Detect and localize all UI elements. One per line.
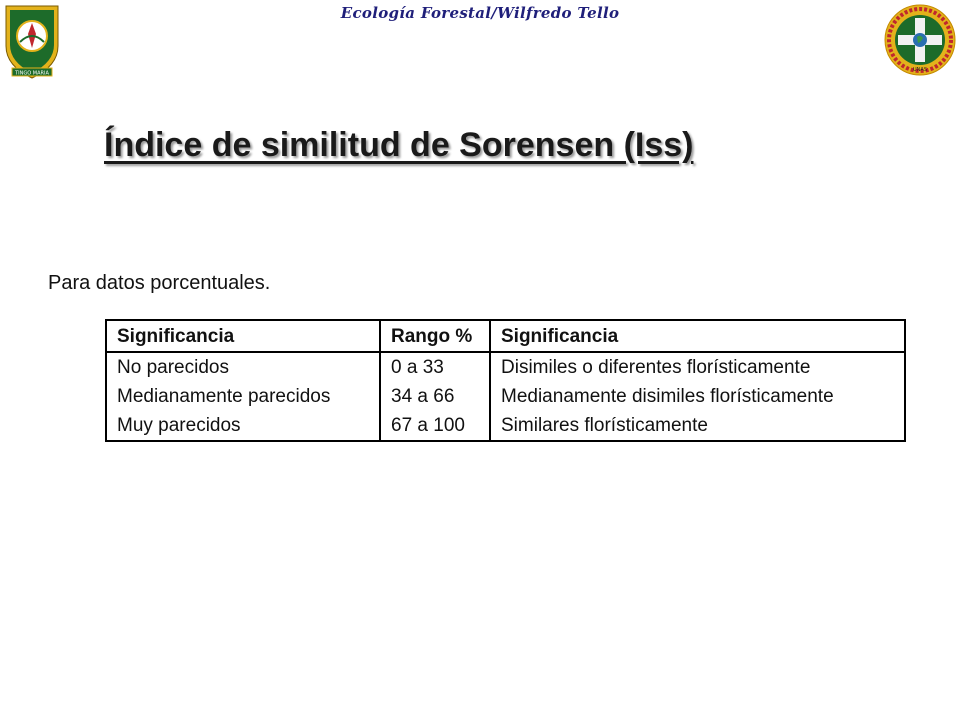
intro-text: Para datos porcentuales. [48,272,271,294]
table-cell: Muy parecidos [106,411,380,441]
slide-title: Índice de similitud de Sorensen (Iss) [104,126,694,164]
table-row [106,411,905,441]
table-row [106,352,905,382]
table-header-cell: Rango % [380,320,490,352]
table-cell: 67 a 100 [380,411,490,441]
table-row [106,382,905,411]
header-title: Ecología Forestal/Wilfredo Tello [340,4,620,22]
table-header-row [106,320,905,352]
left-logo-caption: TINGO MARIA [15,70,49,77]
table-cell: 0 a 33 [380,352,490,382]
table-cell: Similares florísticamente [501,414,708,436]
table-header-cell: Significancia [490,320,905,352]
similarity-table [105,319,906,442]
table-cell: Disimiles o diferentes florísticamente [501,356,811,378]
right-logo-caption: UNAS [913,67,927,73]
table-cell: 34 a 66 [380,382,490,411]
table-cell: Medianamente parecidos [106,382,380,411]
table-cell: Medianamente disimiles florísticamente [501,385,834,407]
faculty-seal-logo [884,4,956,76]
table-header-cell: Significancia [106,320,380,352]
table-cell: No parecidos [106,352,380,382]
